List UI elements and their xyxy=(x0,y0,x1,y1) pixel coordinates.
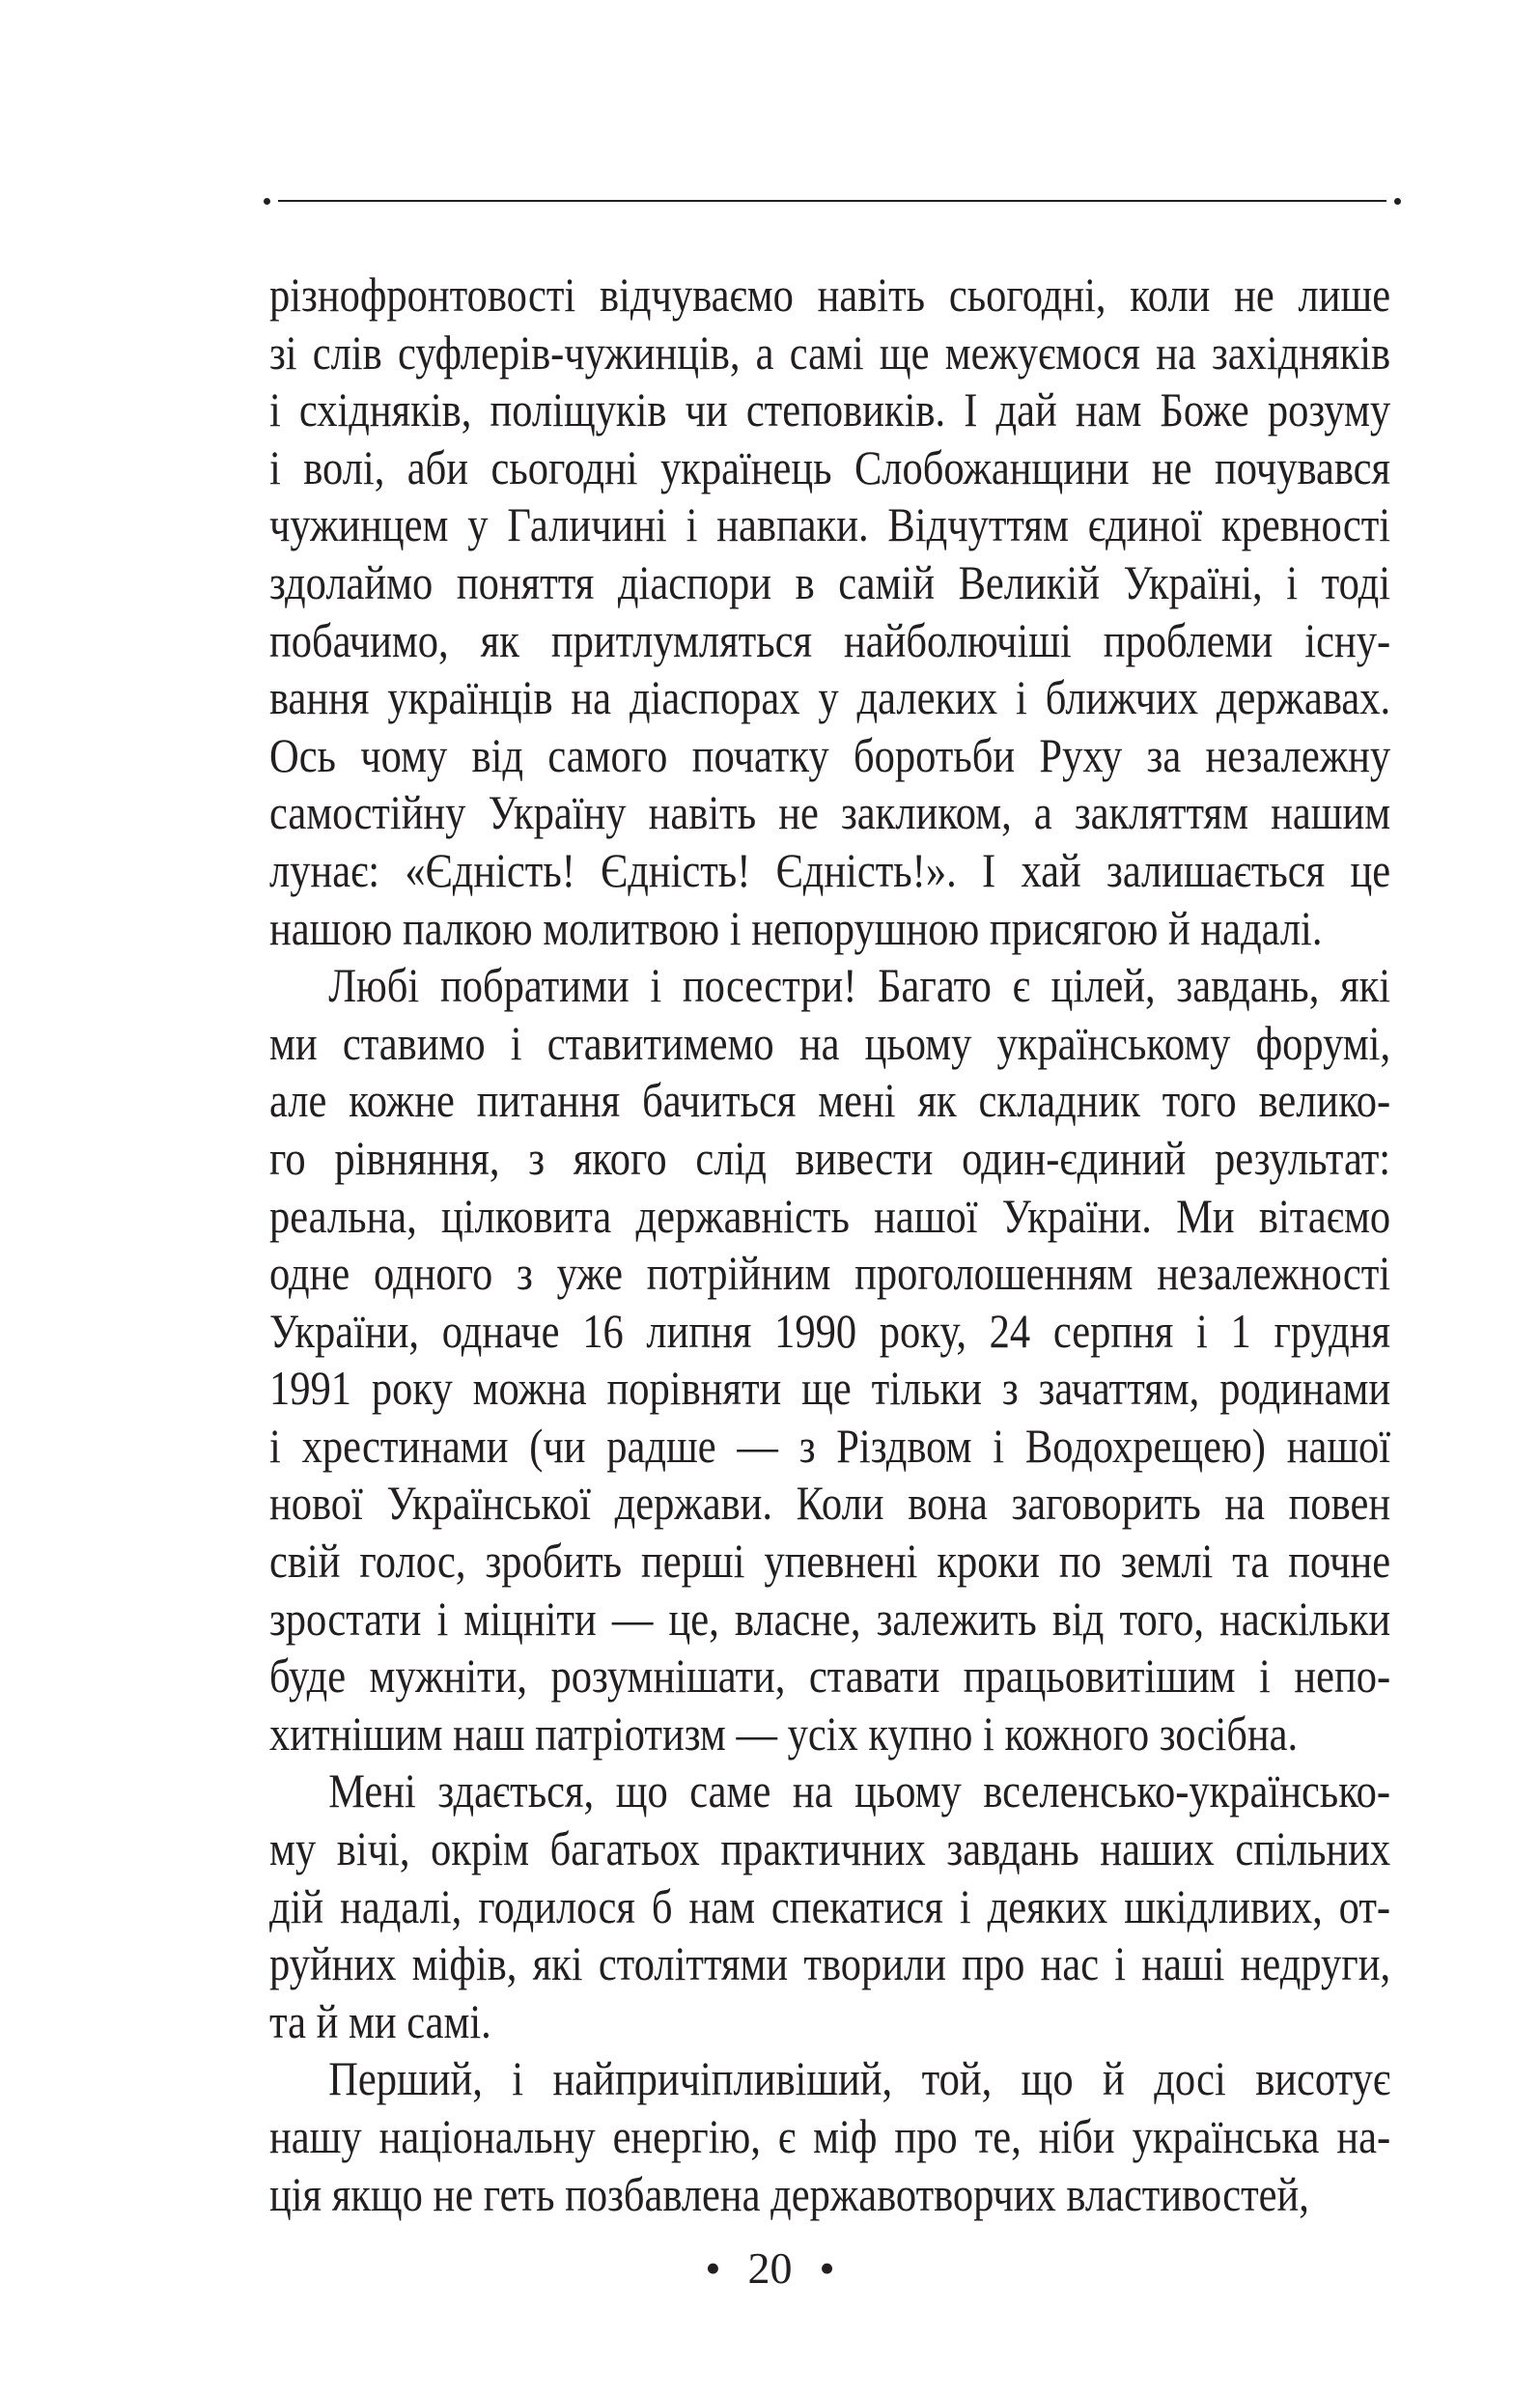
text-line: хитнішим наш патріотизм — усіх купно і кожного зосібна. xyxy=(269,1705,1299,1761)
text-line: ція якщо не геть позбавлена державотворчих властивостей, xyxy=(269,2166,1309,2221)
text-line: України, одначе 16 липня 1990 року, 24 серпня і 1 грудня xyxy=(269,1303,1391,1358)
text-line: 1991 року можна порівняти ще тільки з зачаттям, родинами xyxy=(269,1361,1391,1416)
text-line: зі слів суфлерів-чужинців, а самі ще межуємося на західняків xyxy=(269,324,1391,380)
text-line: зростати і міцніти — це, власне, залежить від того, наскільки xyxy=(269,1591,1391,1646)
text-line: одне одного з уже потрійним проголошенням незалежності xyxy=(269,1246,1391,1301)
text-line: буде мужніти, розумнішати, ставати працьовитішим і непо- xyxy=(269,1649,1391,1704)
text-line: дій надалі, годилося б нам спекатися і деяких шкідливих, от- xyxy=(269,1878,1391,1933)
text-line: го рівняння, з якого слід вивести один-єдиний результат: xyxy=(269,1130,1391,1185)
text-line: нашою палкою молитвою і непорушною присягою й надалі. xyxy=(269,900,1323,955)
text-line: і хрестинами (чи радше — з Різдвом і Водохрещею) нашої xyxy=(269,1418,1391,1473)
text-line: і волі, аби сьогодні українець Слобожанщини не почувався xyxy=(269,439,1391,494)
header-rule xyxy=(278,200,1386,202)
text-line: чужинцем у Галичині і навпаки. Відчуттям єдиної кревності xyxy=(269,497,1391,552)
text-line: та й ми самі. xyxy=(269,1993,491,2048)
footer-bullet-right: • xyxy=(819,2243,835,2293)
paragraph xyxy=(269,267,1390,957)
paragraph xyxy=(269,1762,1390,2050)
header-rule-right-dot xyxy=(1394,198,1401,205)
text-line: нової Української держави. Коли вона заговорить на повен xyxy=(269,1476,1391,1531)
page-footer xyxy=(0,2242,1540,2294)
footer-bullet-left: • xyxy=(705,2243,721,2293)
text-line: лунає: «Єдність! Єдність! Єдність!». І хай залишається це xyxy=(269,842,1391,897)
text-line: свій голос, зробить перші упевнені кроки по землі та почне xyxy=(269,1534,1391,1589)
text-line: різнофронтовості відчуваємо навіть сьогодні, коли не лише xyxy=(269,268,1391,322)
text-line: здолаймо поняття діаспори в самій Великій Україні, і тоді xyxy=(269,554,1391,609)
text-line: му вічі, окрім багатьох практичних завдань наших спільних xyxy=(269,1821,1391,1876)
text-line: нашу національну енергію, є міф про те, ніби українська на- xyxy=(269,2109,1391,2163)
body-text xyxy=(269,267,1390,2223)
text-line: ми ставимо і ставитимемо на цьому українському форумі, xyxy=(269,1015,1391,1070)
text-line: вання українців на діаспорах у далеких і ближчих державах. xyxy=(269,670,1391,725)
text-line: Ось чому від самого початку боротьби Руху за незалежну xyxy=(269,727,1391,782)
text-line: і східняків, поліщуків чи степовиків. І дай нам Боже розуму xyxy=(269,382,1391,437)
header-rule-left-dot xyxy=(264,198,270,205)
paragraph xyxy=(269,957,1390,1762)
text-line: але кожне питання бачиться мені як складник того велико- xyxy=(269,1073,1391,1128)
text-line: руйних міфів, які століттями творили про нас і наші недруги, xyxy=(269,1936,1391,1991)
text-line: реальна, цілковита державність нашої України. Ми вітаємо xyxy=(269,1188,1391,1243)
text-line: Любі побратими і посестри! Багато є цілей, завдань, які xyxy=(328,958,1391,1013)
text-line: Перший, і найпричіпливіший, той, що й досі висотує xyxy=(328,2051,1391,2106)
text-line: Мені здається, що саме на цьому вселенсько-українсько- xyxy=(328,1763,1391,1818)
text-line: побачимо, як притлумляться найболючіші проблеми існу- xyxy=(269,612,1391,667)
page-number: 20 xyxy=(747,2243,793,2293)
text-line: самостійну Україну навіть не закликом, а закляттям нашим xyxy=(269,785,1391,840)
paragraph xyxy=(269,2050,1390,2223)
